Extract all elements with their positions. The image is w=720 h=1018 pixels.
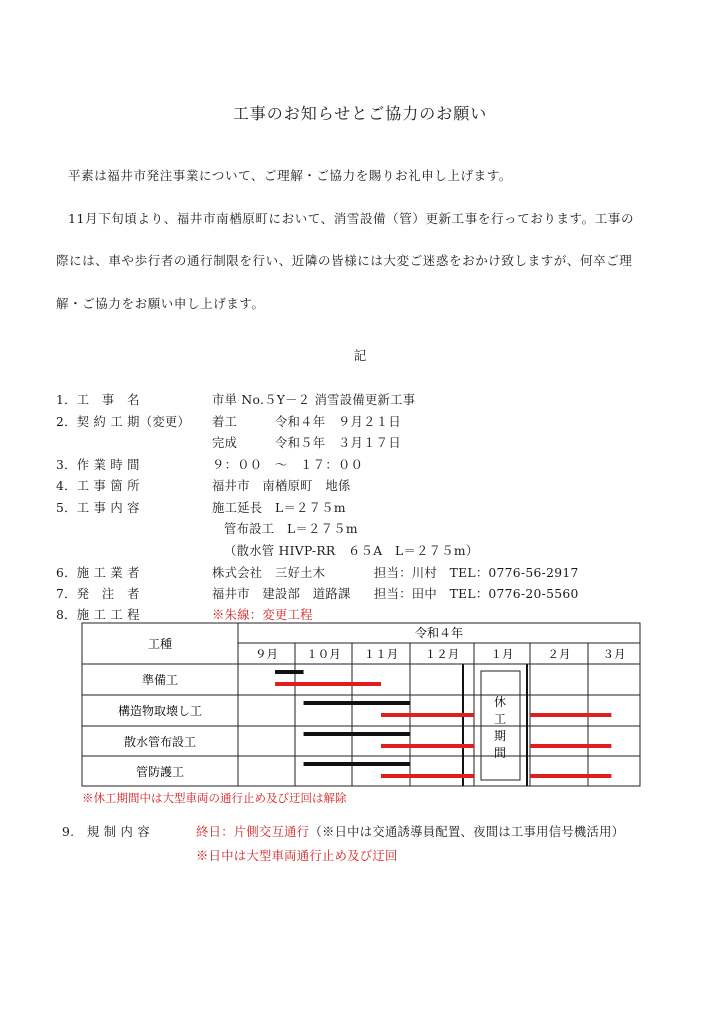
changed-schedule-bar: [275, 682, 381, 686]
item2-start: 着工 令和４年 ９月２１日: [212, 415, 401, 429]
original-schedule-bar: [275, 670, 304, 674]
month-label: ９月: [255, 647, 278, 661]
original-schedule-bar: [304, 762, 410, 766]
rest-char: 間: [493, 746, 507, 760]
schedule-note: ※休工期間中は大型車両の通行止め及び迂回は解除: [82, 791, 347, 805]
item9-value: 終日：片側交互通行: [196, 825, 310, 839]
body-line-2: 際には、車や歩行者の通行制限を行い、近隣の皆様には大変ご迷惑をおかけ致しますが、何卒ご理: [56, 253, 633, 268]
month-label: １月: [490, 647, 514, 661]
item5-line3: （散水管 HIVP-RR ６５A L＝２７５m）: [224, 544, 479, 558]
item1-label: 1．工 事 名: [56, 393, 140, 407]
item1-value: 市単 No.５Y－２ 消雪設備更新工事: [212, 393, 416, 407]
changed-schedule-bar: [381, 713, 474, 717]
page-title: 工事のお知らせとご協力のお願い: [232, 104, 488, 123]
item2-label: 2．契 約 工 期（変更）: [56, 415, 191, 429]
changed-schedule-bar: [530, 744, 611, 748]
item5-line1: 施工延長 L＝２７５m: [212, 501, 346, 515]
item2-end: 完成 令和５年 ３月１７日: [212, 436, 401, 450]
changed-schedule-bar: [530, 713, 611, 717]
item6-label: 6．施 工 業 者: [56, 566, 140, 580]
month-label: １２月: [424, 647, 460, 661]
item6-contact: 担当：川村 TEL：0776-56-2917: [374, 566, 579, 580]
greeting-text: 平素は福井市発注事業について、ご理解・ご協力を賜りお礼申し上げます。: [68, 168, 512, 183]
changed-schedule-bar: [381, 744, 474, 748]
item9-label: 9. 規 制 内 容: [62, 825, 150, 839]
item9-value-suffix: （※日中は交通誘導員配置、夜間は工事用信号機活用）: [309, 825, 625, 839]
task-name: 構造物取壊し工: [117, 704, 203, 718]
item3-label: 3．作 業 時 間: [56, 458, 140, 472]
month-label: ２月: [547, 647, 571, 661]
body-line-1: 11月下旬頃より、福井市南楢原町において、消雪設備（管）更新工事を行っております。工事の: [68, 211, 635, 226]
item9-note: ※日中は大型車両通行止め及び迂回: [196, 849, 398, 863]
year-header: 令和４年: [414, 626, 464, 640]
item6-value: 株式会社 三好土木: [212, 566, 326, 580]
item7-label: 7．発 注 者: [56, 587, 140, 601]
item9-value-line: [196, 822, 624, 840]
task-name: 散水管布設工: [123, 735, 197, 749]
item5-label: 5．工 事 内 容: [56, 501, 140, 515]
rest-char: 休: [493, 695, 507, 709]
rest-char: 工: [493, 712, 507, 726]
item5-line2: 管布設工 L＝２７５m: [224, 522, 358, 536]
month-label: ３月: [602, 647, 626, 661]
original-schedule-bar: [304, 701, 410, 705]
item7-contact: 担当：田中 TEL：0776-20-5560: [374, 587, 579, 601]
ki-heading: 記: [353, 348, 367, 363]
item8-label: 8．施 工 工 程: [56, 608, 140, 622]
item7-value: 福井市 建設部 道路課: [212, 587, 351, 601]
item4-value: 福井市 南楢原町 地係: [212, 479, 351, 493]
rest-char: 期: [493, 729, 507, 743]
task-name: 準備工: [141, 673, 179, 687]
month-label: １０月: [306, 647, 341, 661]
item4-label: 4．工 事 箇 所: [56, 479, 140, 493]
task-name: 管防護工: [135, 765, 185, 779]
item3-value: ９：００ ～ １７：００: [212, 458, 364, 472]
col-header-task: 工種: [147, 637, 173, 651]
changed-schedule-bar: [381, 774, 474, 778]
body-line-3: 解・ご協力をお願い申し上げます。: [56, 296, 265, 311]
item8-note: ※朱線：変更工程: [212, 608, 313, 622]
original-schedule-bar: [304, 732, 410, 736]
month-label: １１月: [363, 647, 399, 661]
changed-schedule-bar: [530, 774, 611, 778]
